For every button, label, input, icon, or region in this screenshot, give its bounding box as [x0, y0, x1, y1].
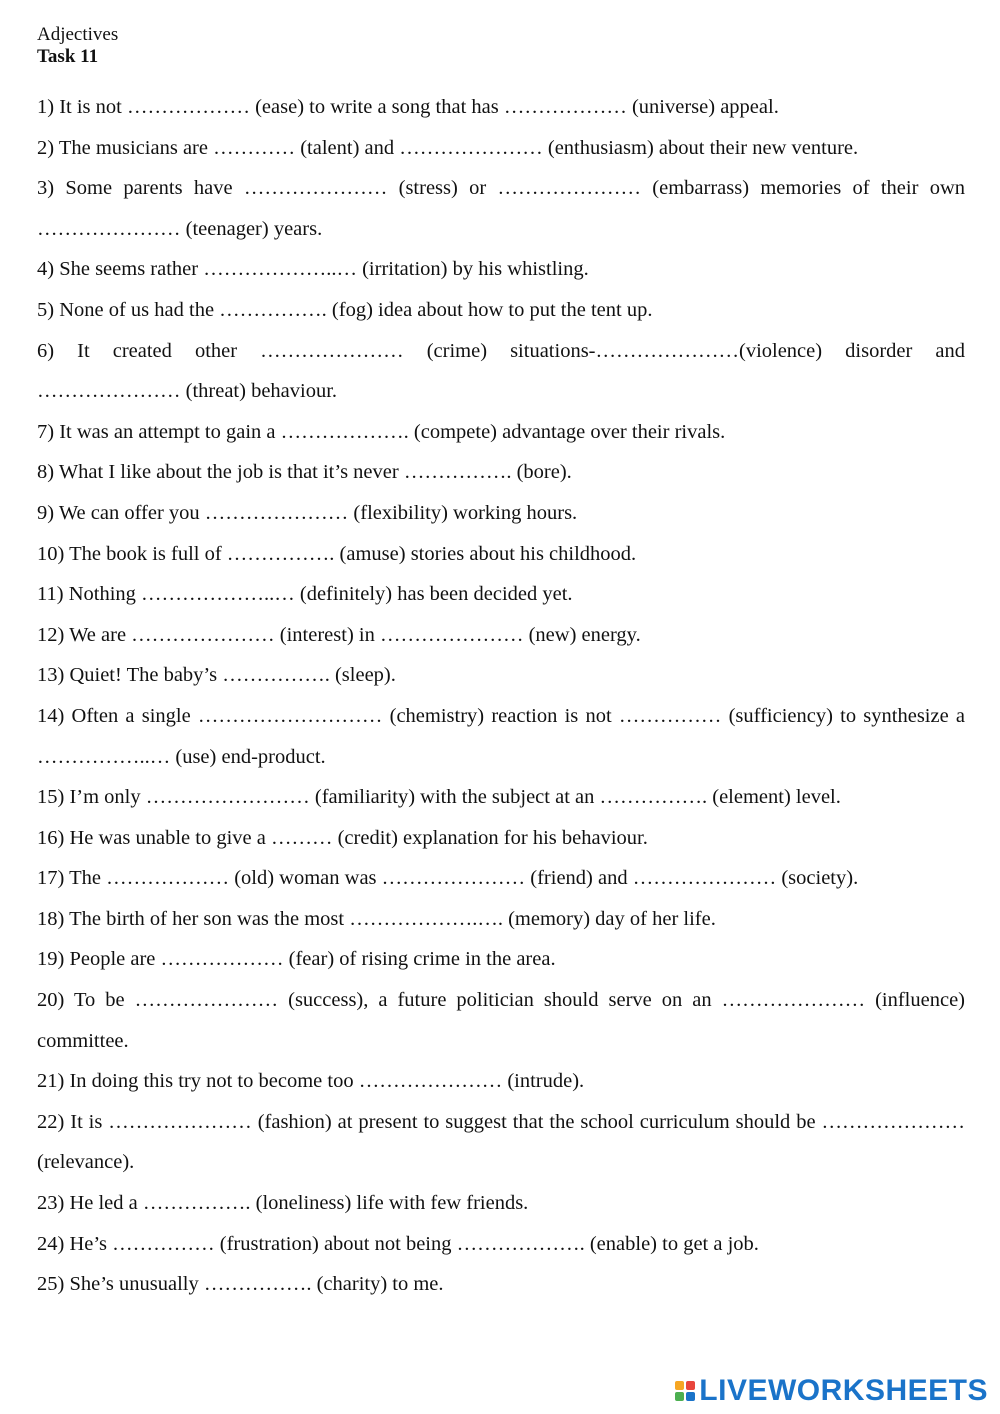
logo-text: LIVEWORKSHEETS: [699, 1374, 988, 1407]
question-item: 23) He led a ……………. (loneliness) life with few friends.: [37, 1192, 529, 1215]
liveworksheets-logo[interactable]: [675, 1374, 988, 1408]
question-item: 10) The book is full of ……………. (amuse) stories about his childhood.: [37, 542, 637, 565]
question-item: 20) To be ………………… (success), a future politician should serve on an ………………… (influence) committee.: [37, 989, 965, 1052]
task-label: Task 11: [37, 46, 99, 67]
question-item: 22) It is ………………… (fashion) at present to suggest that the school curriculum should be ………………… (relevance).: [37, 1110, 965, 1174]
question-item: 3) Some parents have ………………… (stress) or ………………… (embarrass) memories of their own ………………… (teenager) years.: [37, 177, 965, 240]
question-item: 12) We are ………………… (interest) in ………………… (new) energy.: [37, 623, 641, 646]
question-item: 24) He’s …………… (frustration) about not being ………………. (enable) to get a job.: [37, 1232, 759, 1255]
question-item: 5) None of us had the ……………. (fog) idea about how to put the tent up.: [37, 298, 653, 321]
logo-square-icon: [675, 1381, 684, 1390]
question-item: 9) We can offer you ………………… (flexibility) working hours.: [37, 501, 578, 524]
question-item: 2) The musicians are ………… (talent) and ………………… (enthusiasm) about their new venture.: [37, 136, 859, 159]
question-item: 18) The birth of her son was the most ……………….…. (memory) day of her life.: [37, 907, 716, 930]
worksheet-header: [37, 24, 118, 68]
question-item: 7) It was an attempt to gain a ………………. (compete) advantage over their rivals.: [37, 420, 726, 443]
question-item: 1) It is not ……………… (ease) to write a song that has ……………… (universe) appeal.: [37, 96, 779, 118]
question-item: 6) It created other ………………… (crime) situations-…………………(violence) disorder and ………………… (threat) behaviour.: [37, 339, 965, 403]
question-item: 17) The ……………… (old) woman was ………………… (friend) and ………………… (society).: [37, 867, 859, 890]
question-list: [37, 87, 965, 1305]
question-item: 19) People are ……………… (fear) of rising crime in the area.: [37, 948, 556, 971]
question-item: 16) He was unable to give a ……… (credit) explanation for his behaviour.: [37, 826, 648, 849]
question-item: 14) Often a single ……………………… (chemistry) reaction is not …………… (sufficiency) to synthesize a ……………..… (use) end-product.: [37, 704, 965, 768]
question-item: 25) She’s unusually ……………. (charity) to me.: [37, 1273, 444, 1296]
question-item: 4) She seems rather ………………..… (irritation) by his whistling.: [37, 258, 589, 281]
question-item: 21) In doing this try not to become too ………………… (intrude).: [37, 1070, 585, 1093]
worksheet-title: Adjectives: [37, 24, 119, 45]
logo-square-icon: [675, 1392, 684, 1401]
question-item: 15) I’m only …………………… (familiarity) with the subject at an ……………. (element) level.: [37, 786, 841, 809]
logo-square-icon: [686, 1392, 695, 1401]
question-item: 13) Quiet! The baby’s ……………. (sleep).: [37, 664, 396, 687]
liveworksheets-logo-icon: [675, 1381, 695, 1401]
logo-square-icon: [686, 1381, 695, 1390]
question-item: 11) Nothing ………………..… (definitely) has been decided yet.: [37, 583, 573, 606]
question-item: 8) What I like about the job is that it’s never ……………. (bore).: [37, 461, 572, 484]
